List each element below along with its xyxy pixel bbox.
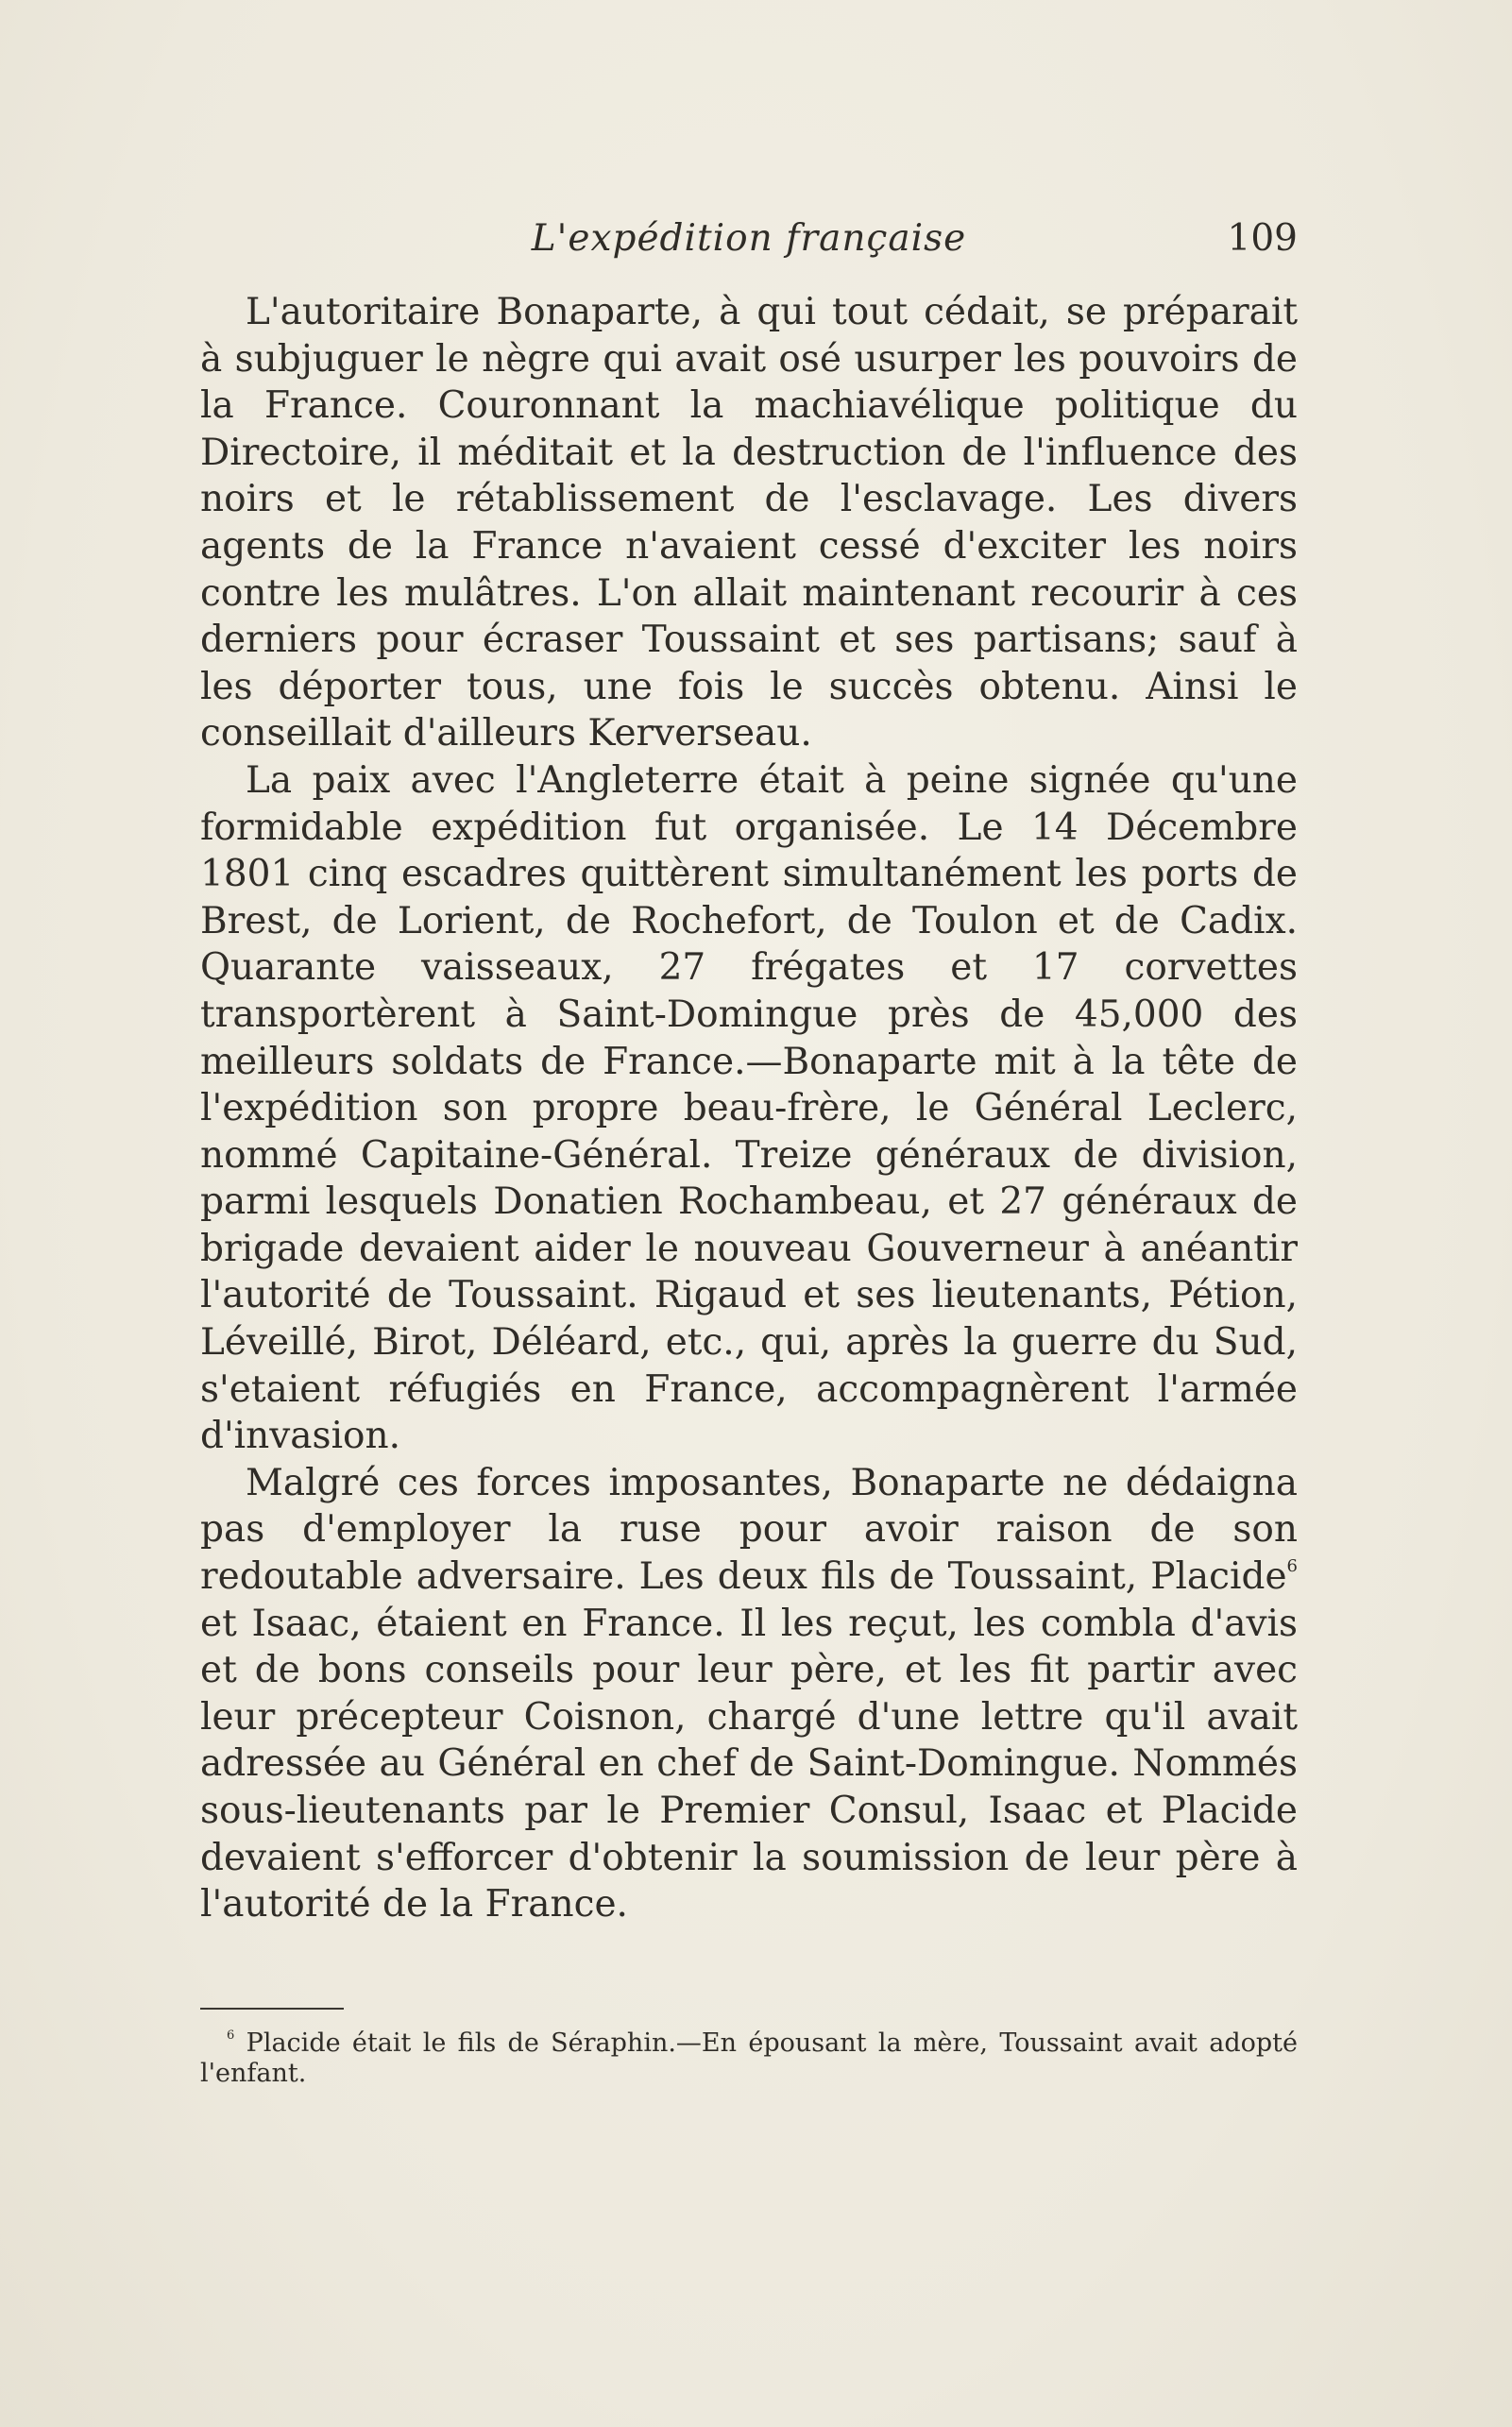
footnote [200, 2028, 1298, 2089]
footnote-reference[interactable]: 6 [1286, 1556, 1298, 1577]
paragraph-1: L'autoritaire Bonaparte, à qui tout cédait, se préparait à subjuguer le nègre qui avait osé usurper les pouvoirs de la France. Couronnant la machiavélique politique du Directoire, il méditait et la destruction de l'influence des noirs et le rétablissement de l'esclavage. Les divers agents de la France n'avaient cessé d'exciter les noirs contre les mulâtres. L'on allait maintenant recourir à ces derniers pour écraser Toussaint et ses partisans; sauf à les déporter tous, une fois le succès obtenu. Ainsi le conseillait d'ailleurs Kerverseau. [200, 291, 1298, 755]
page-number: 109 [1227, 217, 1298, 260]
paragraph-3-text-after: et Isaac, étaient en France. Il les reçut, les combla d'avis et de bons conseils pour leur père, et les fit partir avec leur précepteur Coisnon, chargé d'une lettre qu'il avait adressée au Général en chef de Saint-Domingue. Nommés sous-lieutenants par le Premier Consul, Isaac et Placide devaient s'efforcer d'obtenir la soumission de leur père à l'autorité de la France. [200, 1602, 1298, 1926]
running-title: L'expédition française [531, 217, 967, 260]
footnote-text: Placide était le fils de Séraphin.—En épousant la mère, Toussaint avait adopté l'enfant. [200, 2028, 1298, 2088]
footnote-mark: 6 [227, 2028, 235, 2043]
body-text [200, 289, 1298, 1928]
paragraph-3-text-before: Malgré ces forces imposantes, Bonaparte ne dédaigna pas d'employer la ruse pour avoir raison de son redoutable adversaire. Les deux fils de Toussaint, Placide [200, 1461, 1298, 1599]
page-header [200, 217, 1298, 270]
paragraph-3 [200, 1460, 1298, 1928]
paragraph-2: La paix avec l'Angleterre était à peine signée qu'une formidable expédition fut organisée. Le 14 Décembre 1801 cinq escadres quittèrent simultanément les ports de Brest, de Lorient, de Rochefort, de Toulon et de Cadix. Quarante vaisseaux, 27 frégates et 17 corvettes transportèrent à Saint-Domingue près de 45,000 des meilleurs soldats de France.—Bonaparte mit à la tête de l'expédition son propre beau-frère, le Général Leclerc, nommé Capitaine-Général. Treize généraux de division, parmi lesquels Donatien Rochambeau, et 27 généraux de brigade devaient aider le nouveau Gouverneur à anéantir l'autorité de Toussaint. Rigaud et ses lieutenants, Pétion, Léveillé, Birot, Déléard, etc., qui, après la guerre du Sud, s'etaient réfugiés en France, accompagnèrent l'armée d'invasion. [200, 758, 1298, 1458]
footnote-divider [200, 2008, 344, 2010]
